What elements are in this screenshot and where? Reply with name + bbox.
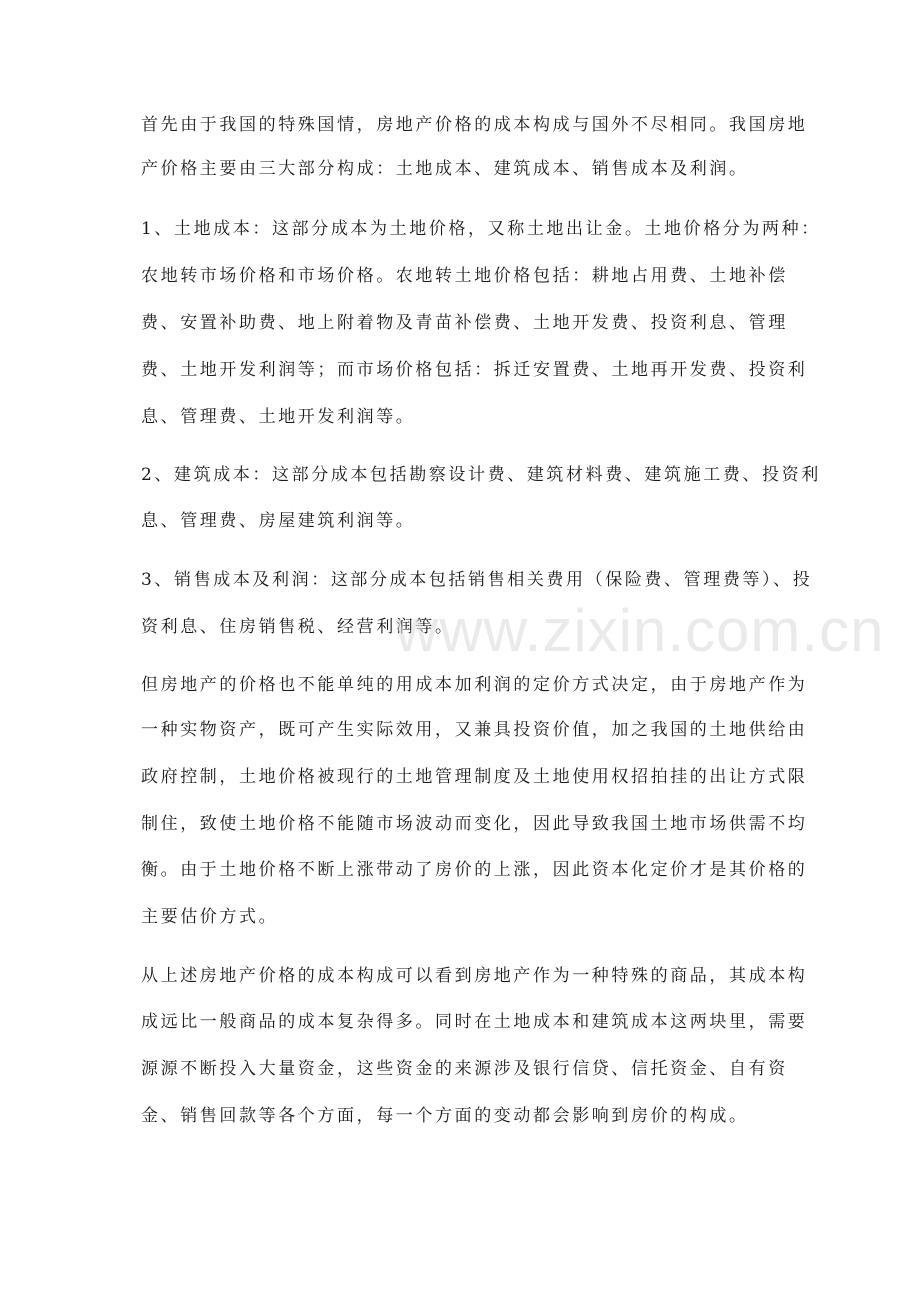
paragraph-6-line-3: 源源不断投入大量资金，这些资金的来源涉及银行信贷、信托资金、自有资 xyxy=(141,1059,788,1079)
paragraph-6-line-2: 成远比一般商品的成本复杂得多。同时在土地成本和建筑成本这两块里，需要 xyxy=(141,1012,808,1032)
paragraph-6-line-1: 从上述房地产价格的成本构成可以看到房地产作为一种特殊的商品，其成本构 xyxy=(141,966,808,986)
watermark: www.zixin.com.cn xyxy=(395,597,885,664)
paragraph-2-line-5: 息、管理费、土地开发利润等。 xyxy=(141,407,416,427)
paragraph-5-line-1: 但房地产的价格也不能单纯的用成本加利润的定价方式决定，由于房地产作为 xyxy=(141,675,808,695)
paragraph-4-line-1: 3、销售成本及利润：这部分成本包括销售相关费用（保险费、管理费等）、投 xyxy=(141,570,813,590)
paragraph-3-line-2: 息、管理费、房屋建筑利润等。 xyxy=(141,511,416,531)
paragraph-2-line-4: 费、土地开发利润等；而市场价格包括：拆迁安置费、土地再开发费、投资利 xyxy=(141,360,808,380)
paragraph-3-line-1: 2、建筑成本：这部分成本包括勘察设计费、建筑材料费、建筑施工费、投资利 xyxy=(141,465,821,485)
paragraph-1-line-2: 产价格主要由三大部分构成：土地成本、建筑成本、销售成本及利润。 xyxy=(141,159,749,179)
paragraph-5-line-5: 衡。由于土地价格不断上涨带动了房价的上涨，因此资本化定价才是其价格的 xyxy=(141,860,808,880)
paragraph-6-line-4: 金、销售回款等各个方面，每一个方面的变动都会影响到房价的构成。 xyxy=(141,1106,749,1126)
paragraph-5-line-3: 政府控制，土地价格被现行的土地管理制度及土地使用权招拍挂的出让方式限 xyxy=(141,767,808,787)
paragraph-1-line-1: 首先由于我国的特殊国情，房地产价格的成本构成与国外不尽相同。我国房地 xyxy=(141,115,808,135)
paragraph-2-line-2: 农地转市场价格和市场价格。农地转土地价格包括：耕地占用费、土地补偿 xyxy=(141,266,788,286)
paragraph-2-line-3: 费、安置补助费、地上附着物及青苗补偿费、土地开发费、投资利息、管理 xyxy=(141,313,788,333)
paragraph-4-line-2: 资利息、住房销售税、经营利润等。 xyxy=(141,617,455,637)
paragraph-5-line-6: 主要估价方式。 xyxy=(141,907,279,927)
paragraph-5-line-4: 制住，致使土地价格不能随市场波动而变化，因此导致我国土地市场供需不均 xyxy=(141,814,808,834)
paragraph-5-line-2: 一种实物资产，既可产生实际效用，又兼具投资价值，加之我国的土地供给由 xyxy=(141,720,808,740)
paragraph-2-line-1: 1、土地成本：这部分成本为土地价格，又称土地出让金。土地价格分为两种： xyxy=(141,219,821,239)
